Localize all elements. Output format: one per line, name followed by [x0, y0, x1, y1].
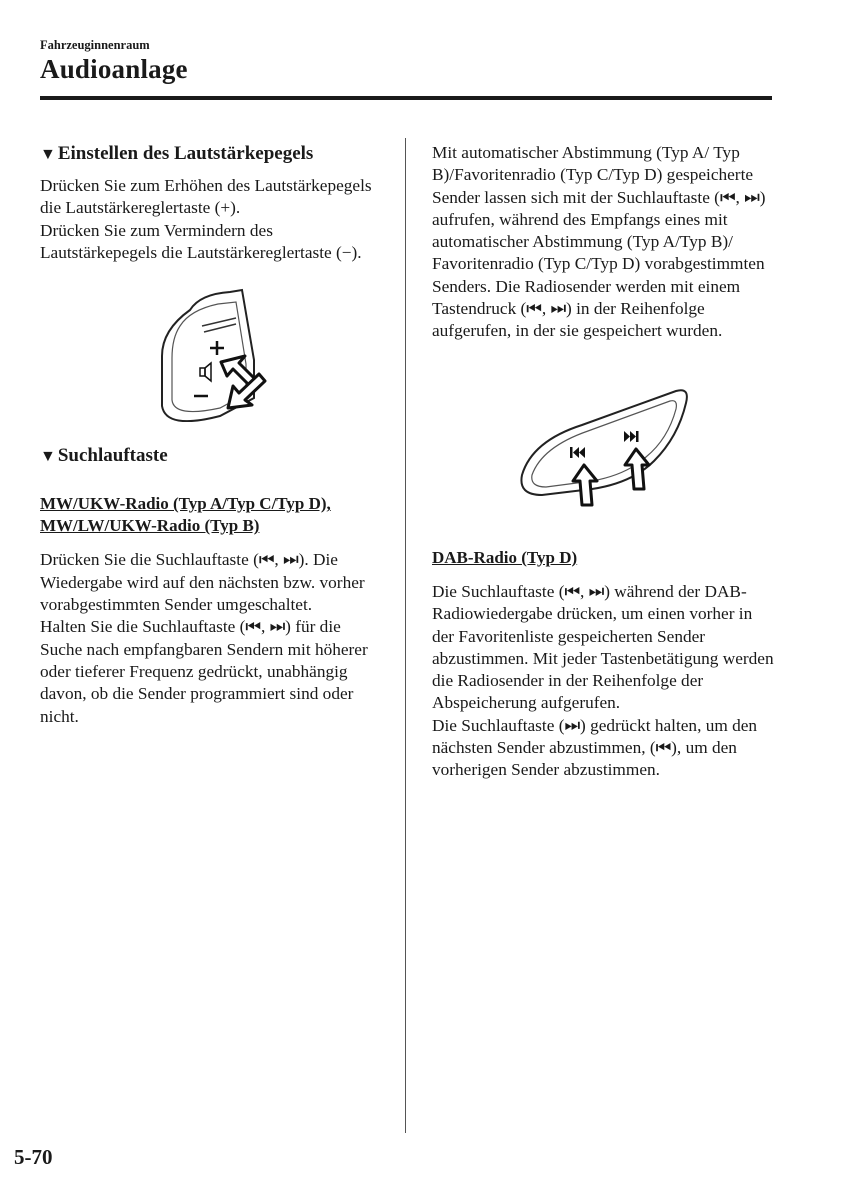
volume-switch-illustration	[40, 282, 385, 422]
column-divider	[405, 138, 406, 1133]
triangle-bullet-icon: ▼	[40, 146, 56, 163]
section-kicker: Fahrzeuginnenraum	[40, 38, 150, 52]
triangle-bullet-icon: ▼	[40, 448, 56, 466]
left-column	[40, 142, 385, 728]
paragraph-preset-recall: Mit automatischer Abstimmung (Typ A/ Typ B)/Favoritenradio (Typ C/Typ D) gespeicherte Sender lassen sich mit der Suchlauftaste (⏮, ⏭) aufrufen, während des Empfangs eines mit automatischer Abstimmung (Typ A/Typ B)/ Favoritenradio (Typ C/Typ D) vorabgestimmten Senders. Die Radiosender werden mit einem Tastendruck (⏮, ⏭) in der Reihenfolge aufgerufen, in der sie gespeichert wurden.	[432, 143, 766, 341]
paragraph-seek-hold: Halten Sie die Suchlauftaste (⏮, ⏭) für die Suche nach empfangbaren Sendern mit höherer oder tieferer Frequenz gedrückt, unabhängig davon, ob die Sender programmiert sind oder nicht.	[40, 617, 368, 726]
paragraph-dab-press: Die Suchlauftaste (⏮, ⏭) während der DAB-Radiowiedergabe drücken, um einen vorher in der Favoritenliste gespeicherten Sender abzustimmen. Mit jeder Tastenbetätigung werden die Radiosender in der Reihenfolge der Abspeicherung aufgerufen.	[432, 581, 774, 713]
subheading-radio-type-2: MW/LW/UKW-Radio (Typ B)	[40, 516, 260, 536]
switch-housing	[521, 390, 686, 495]
seek-switch-illustration	[432, 379, 777, 521]
paragraph-dab-hold: Die Suchlauftaste (⏭) gedrückt halten, um den nächsten Sender abzustimmen, (⏮), um den vorherigen Sender abzustimmen.	[432, 715, 758, 780]
page-number: 5-70	[14, 1145, 53, 1169]
paragraph-volume-up: Drücken Sie zum Erhöhen des Lautstärkepegels die Lautstärkereglertaste (+).	[40, 176, 372, 218]
subheading-radio-type-1: MW/UKW-Radio (Typ A/Typ C/Typ D),	[40, 494, 331, 514]
paragraph-volume-down: Drücken Sie zum Vermindern des Lautstärkepegels die Lautstärkereglertaste (−).	[40, 220, 362, 262]
heading-volume: ▼ Einstellen des Lautstärkepegels	[40, 143, 314, 164]
title-rule	[40, 96, 772, 100]
heading-seek: ▼ Suchlauftaste	[40, 445, 168, 467]
right-column	[432, 142, 777, 782]
paragraph-seek-press: Drücken Sie die Suchlauftaste (⏮, ⏭). Die Wiedergabe wird auf den nächsten bzw. vorher vorabgestimmten Sender umgeschaltet.	[40, 550, 365, 615]
subheading-dab: DAB-Radio (Typ D)	[432, 547, 578, 567]
page-title: Audioanlage	[40, 54, 188, 84]
